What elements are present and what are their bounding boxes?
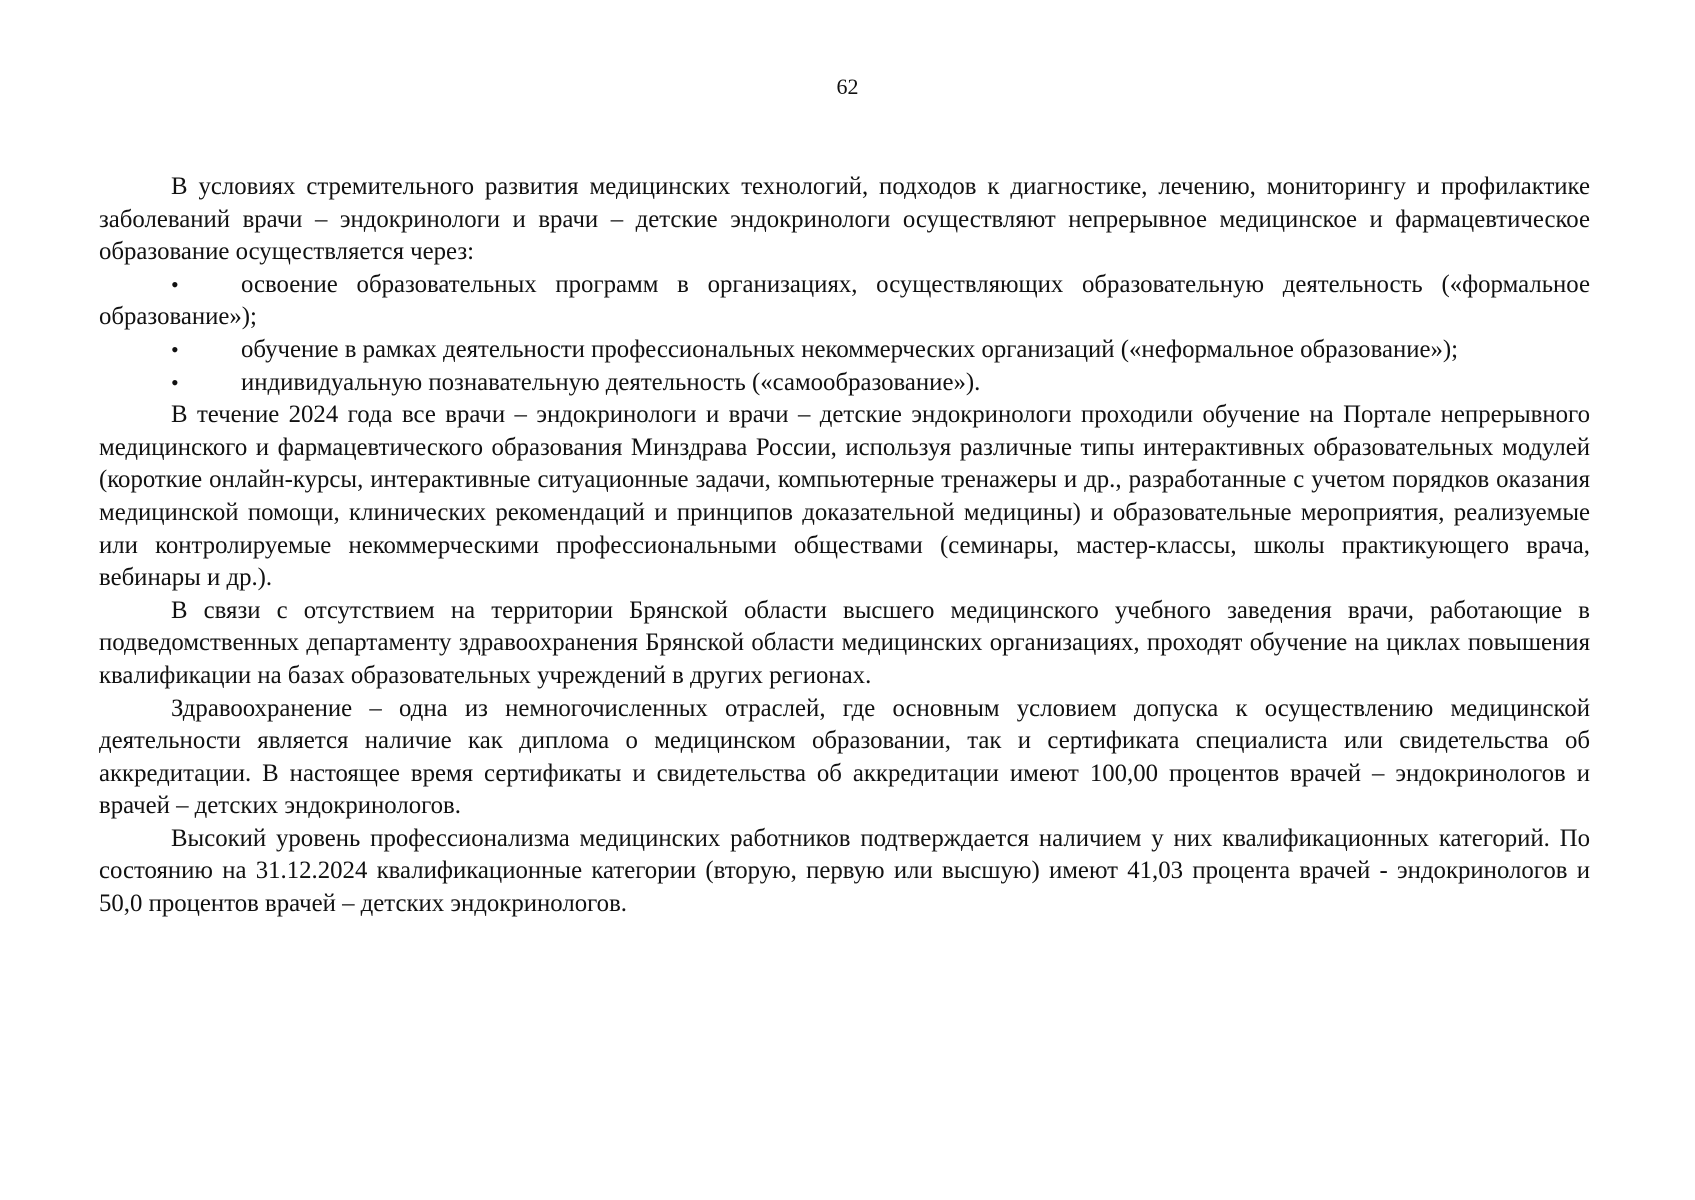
bullet-icon: • xyxy=(171,369,179,395)
paragraph-2024-training: В течение 2024 года все врачи – эндокринологи и врачи – детские эндокринологи проходили обучение на Портале непрерывного медицинского и фармацевтического образования Минздрава России, используя различные типы интерактивных образовательных модулей (короткие онлайн-курсы, интерактивные ситуационные задачи, компьютерные тренажеры и др., разработанные с учетом порядков оказания медицинской помощи, клинических рекомендаций и принципов доказательной медицины) и образовательные мероприятия, реализуемые или контролируемые некоммерческими профессиональными обществами (семинары, мастер-классы, школы практикующего врача, вебинары и др.). xyxy=(99,401,1590,592)
paragraph-healthcare: Здравоохранение – одна из немногочисленных отраслей, где основным условием допуска к осуществлению медицинской деятельности является наличие как диплома о медицинском образовании, так и сертификата специалиста или свидетельства об аккредитации. В настоящее время сертификаты и свидетельства об аккредитации имеют 100,00 процентов врачей – эндокринологов и врачей – детских эндокринологов. xyxy=(99,694,1590,820)
bullet-icon: • xyxy=(171,271,179,297)
list-item xyxy=(99,269,1590,334)
document-body xyxy=(99,171,1590,921)
paragraph-intro: В условиях стремительного развития медицинских технологий, подходов к диагностике, лечению, мониторингу и профилактике заболеваний врачи – эндокринологи и врачи – детские эндокринологи осуществляют непрерывное медицинское и фармацевтическое образование осуществляется через: xyxy=(99,173,1590,266)
list-item xyxy=(99,334,1590,367)
paragraph-bryansk: В связи с отсутствием на территории Брянской области высшего медицинского учебного заведения врачи, работающие в подведомственных департаменту здравоохранения Брянской области медицинских организациях, проходят обучение на циклах повышения квалификации на базах образовательных учреждений в других регионах. xyxy=(99,596,1590,689)
list-item xyxy=(99,367,1590,400)
paragraph-qualification: Высокий уровень профессионализма медицинских работников подтверждается наличием у них квалификационных категорий. По состоянию на 31.12.2024 квалификационные категории (вторую, первую или высшую) имеют 41,03 процента врачей - эндокринологов и 50,0 процентов врачей – детских эндокринологов. xyxy=(99,824,1590,918)
list-item-text: индивидуальную познавательную деятельность («самообразование»). xyxy=(241,368,981,396)
list-item-text: освоение образовательных программ в организациях, осуществляющих образовательную деятельность («формальное образование»); xyxy=(99,270,1590,331)
page-number: 62 xyxy=(836,74,859,99)
bullet-icon: • xyxy=(171,336,179,362)
list-item-text: обучение в рамках деятельности профессиональных некоммерческих организаций («неформальное образование»); xyxy=(241,335,1459,363)
